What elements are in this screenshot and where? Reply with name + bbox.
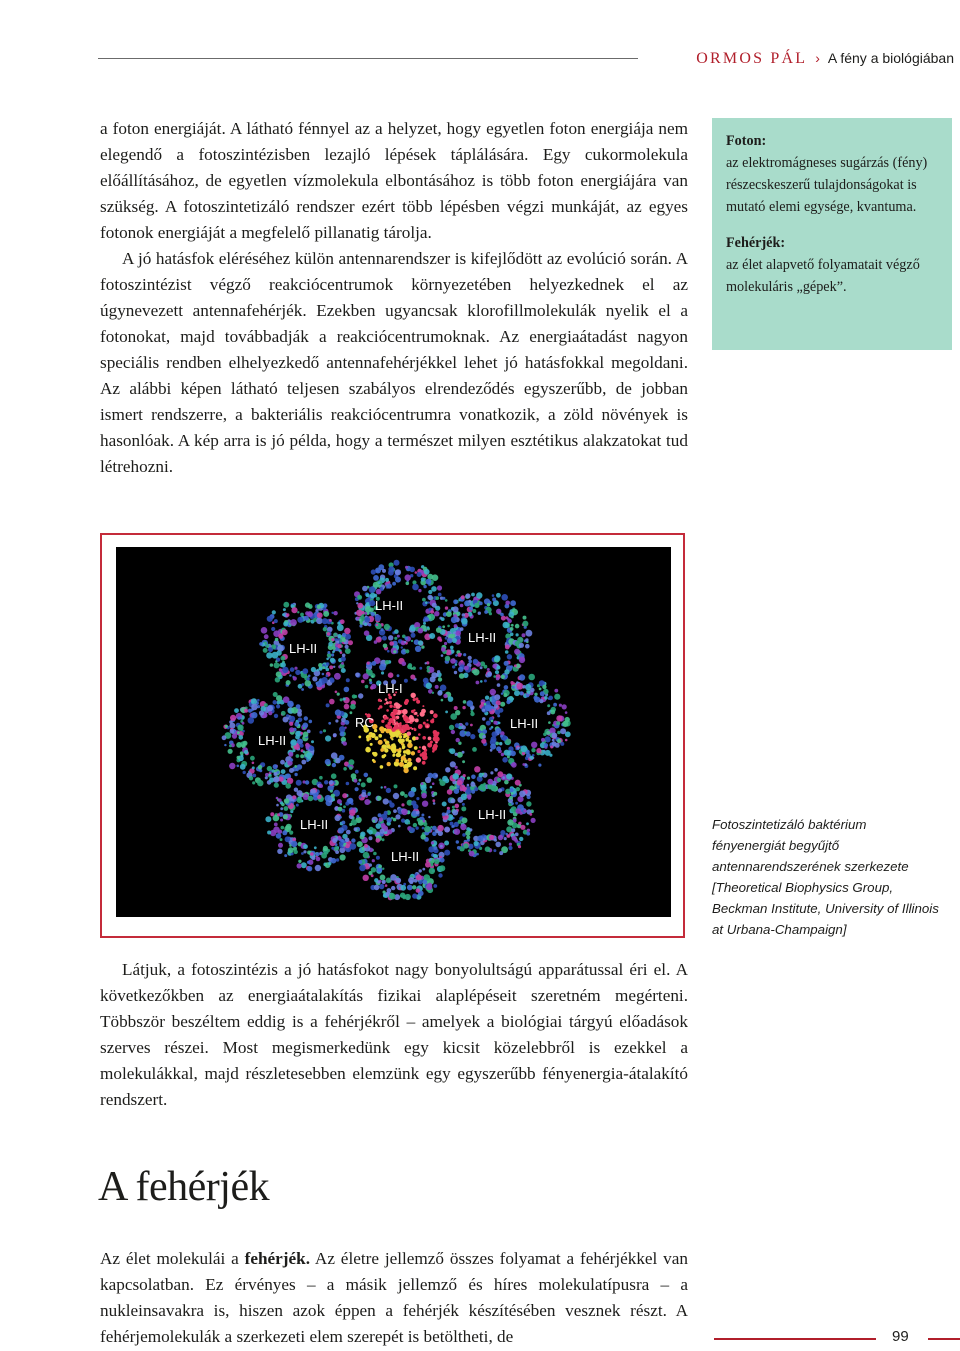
page-number-rule-right <box>928 1338 960 1340</box>
label-lh2: LH-II <box>300 817 329 832</box>
running-header <box>696 50 954 68</box>
paragraph: a foton energiáját. A látható fénnyel az a helyzet, hogy egyetlen foton energiája nem elegendő a fotoszintézisben lezajló lépések táplálására. Egy cukormolekula előállításához, de egyetlen vízmolekula elbontásához is több foton energiájára van szükség. A fotoszintetizáló rendszer ezért több lépésben végzi munkáját, az egyes fotonok energiáját a megfelelő pillanatig tárolja. <box>100 119 688 242</box>
glossary-def-feherjek: az élet alapvető folyamatait végző molekuláris „gépek”. <box>726 257 920 295</box>
label-lh2: LH-II <box>478 807 507 822</box>
glossary-term-foton: Foton: <box>726 133 767 149</box>
label-lh1: LH-I <box>378 681 403 696</box>
bold-term: fehérjék. <box>244 1249 311 1268</box>
body-text-middle <box>100 957 688 1113</box>
glossary-def-foton: az elektromágneses sugárzás (fény) részecskeszerű tulajdonságokat is mutató elemi egysége, kvantuma. <box>726 155 928 215</box>
paragraph-lead: Az élet molekulái a <box>100 1249 245 1268</box>
paragraph: A jó hatásfok eléréséhez külön antennarendszer is kifejlődött az evolúció során. A fotoszintézist végző reakciócentrumok környezetében helyezkednek el az úgynevezett antennafehérjék. Ezekben ugyancsak klorofillmolekulák nyelik el a fotonokat, majd továbbadják a reakciócentrumoknak. Az energiaátadást nagyon speciális rendben elhelyezkedő antennafehérjékkel lehet jó hatásfokkal megoldani. Az alábbi képen látható teljesen szabályos elrendeződés egyszerűbb, de jobban ismert rendszerre, a bakteriális reakciócentrumra vonatkozik, a zöld növények is hasonlóak. A kép arra is jó példa, hogy a természet milyen esztétikus alakzatokat tud létrehozni. <box>100 249 688 476</box>
header-author: ORMOS PÁL <box>696 50 808 67</box>
antenna-complex-illustration <box>116 547 671 917</box>
label-lh2: LH-II <box>391 849 420 864</box>
header-rule <box>98 58 638 59</box>
header-separator: › <box>815 50 820 66</box>
body-text-top <box>100 116 688 480</box>
body-text-bottom <box>100 1246 688 1350</box>
label-rc: RC <box>355 715 374 730</box>
label-lh2: LH-II <box>468 630 497 645</box>
paragraph: Látjuk, a fotoszintézis a jó hatásfokot nagy bonyolultságú apparátussal éri el. A következőkben az energiaátalakítás fizikai alaplépéseit szeretném megérteni. Többször beszéltem eddig is a fehérjékről – amelyek a biológiai tárgyú előadások szerves részei. Most megismerkedünk egy kicsit közelebbről is ezekkel a molekulákkal, majd részletesebben elemzünk egy egyszerűbb fényenergia-átalakító rendszert. <box>100 960 688 1109</box>
label-lh2: LH-II <box>258 733 287 748</box>
page-number-rule-left <box>714 1338 876 1340</box>
paragraph <box>100 1246 688 1350</box>
molecular-structure-image <box>116 547 671 917</box>
header-title: A fény a biológiában <box>827 50 954 66</box>
figure-caption: Fotoszintetizáló baktérium fényenergiát begyűjtő antennarendszerének szerkezete [Theoretical Biophysics Group, Beckman Institute, University of Illinois at Urbana-Champaign] <box>712 817 939 937</box>
reaction-center-core <box>358 691 439 773</box>
label-lh2: LH-II <box>375 598 404 613</box>
glossary-box <box>712 118 952 350</box>
label-lh2: LH-II <box>510 716 539 731</box>
page-number: 99 <box>892 1328 909 1345</box>
glossary-term-feherjek: Fehérjék: <box>726 235 786 251</box>
paragraph-rest: Az életre jellemző összes folyamat a fehérjékkel van kapcsolatban. Ez érvényes – a másik jellemző és híres molekulatípusra – a nukleinsavakra is, hiszen azok éppen a fehérjék készítésében vesznek részt. A fehérjemolekulák a szerkezeti elem szerepét is betöltheti, de <box>100 1249 688 1346</box>
label-lh2: LH-II <box>289 641 318 656</box>
section-title: A fehérjék <box>98 1164 270 1210</box>
